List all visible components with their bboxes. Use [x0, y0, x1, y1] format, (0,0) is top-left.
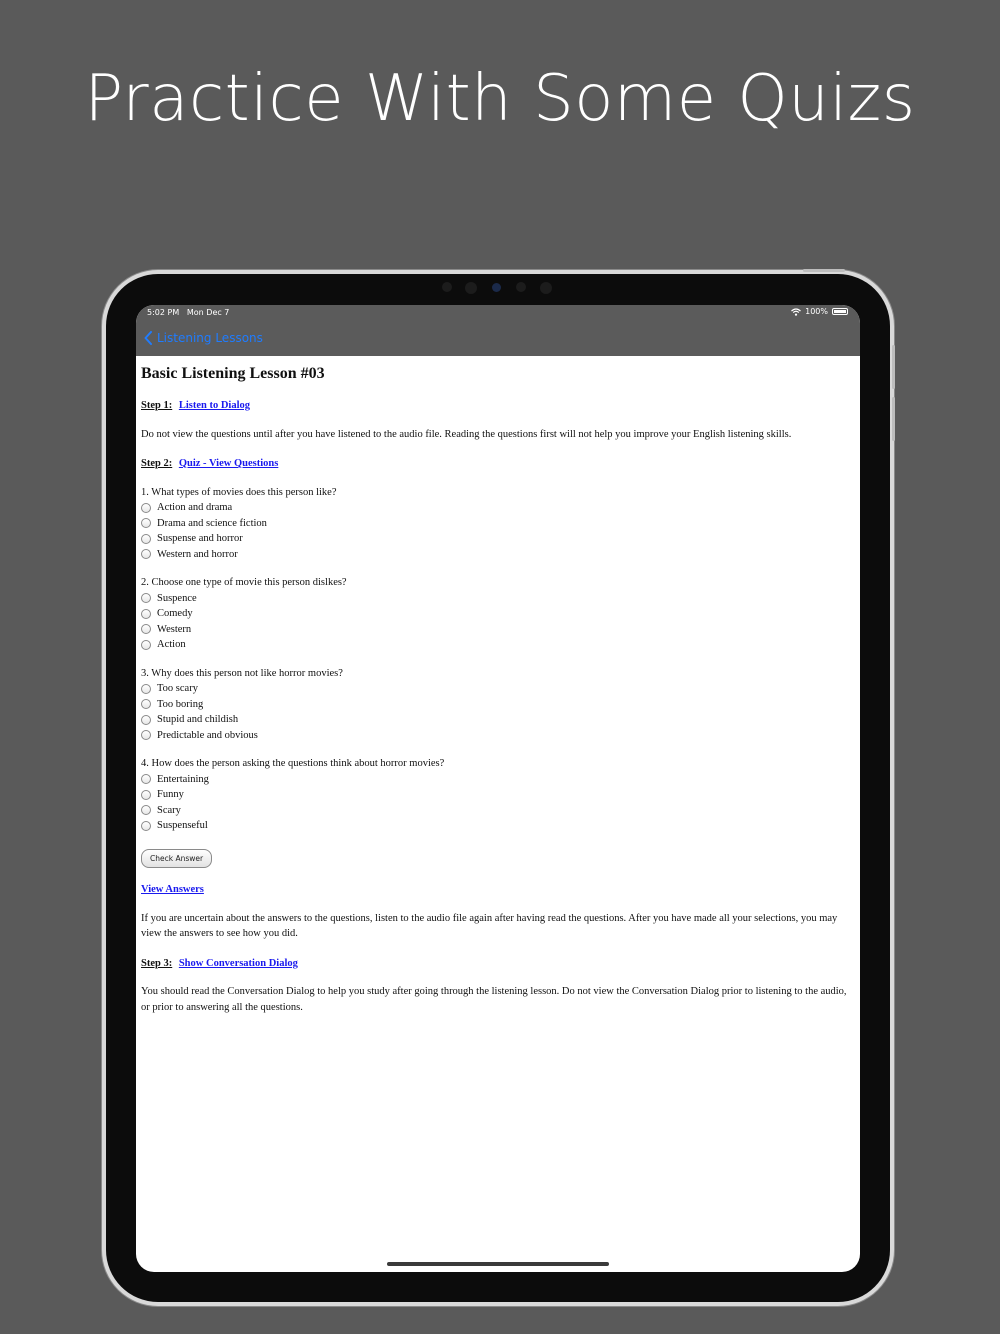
answer-option[interactable]	[141, 787, 853, 803]
radio-button[interactable]	[141, 518, 151, 528]
option-label: Too scary	[157, 683, 198, 694]
step-1-label: Step 1:	[141, 400, 173, 411]
view-answers-link[interactable]: View Answers	[141, 884, 204, 895]
question-text: 2. Choose one type of movie this person dislkes?	[141, 577, 347, 588]
radio-button[interactable]	[141, 609, 151, 619]
option-label: Stupid and childish	[157, 714, 239, 725]
answer-option[interactable]	[141, 500, 853, 516]
listen-to-dialog-link[interactable]: Listen to Dialog	[178, 400, 251, 411]
option-label: Western and horror	[157, 548, 238, 560]
question-4	[141, 756, 853, 834]
tablet-screen	[136, 305, 860, 1272]
check-answer-button[interactable]: Check Answer	[141, 849, 212, 869]
step-1-note: Do not view the questions until after you have listened to the audio file. Reading the questions first will not help you improve your English listening skills.	[141, 428, 792, 440]
volume-button	[803, 269, 845, 272]
option-label: Action	[157, 639, 186, 650]
status-bar-right	[791, 307, 848, 316]
radio-button[interactable]	[141, 503, 151, 513]
answer-option[interactable]	[141, 712, 853, 728]
promo-headline: Practice With Some Quizs	[84, 62, 916, 136]
view-answers	[141, 882, 853, 898]
show-conversation-dialog-link[interactable]: Show Conversation Dialog	[178, 957, 298, 969]
answer-option[interactable]	[141, 772, 853, 788]
answer-option[interactable]	[141, 803, 853, 819]
answer-option[interactable]	[141, 531, 853, 547]
lesson-content	[141, 356, 853, 1015]
answer-option[interactable]	[141, 728, 853, 744]
radio-button[interactable]	[141, 624, 151, 634]
wifi-icon	[791, 308, 801, 316]
answers-note: If you are uncertain about the answers to the questions, listen to the audio file again after having read the questions. After you have made all your selections, you may view the answers to see how you did.	[141, 912, 838, 939]
question-2	[141, 575, 853, 653]
battery-icon	[832, 308, 848, 315]
radio-button[interactable]	[141, 534, 151, 544]
sensor-icon	[516, 282, 526, 292]
question-text: 3. Why does this person not like horror movies?	[141, 667, 343, 679]
answer-option[interactable]	[141, 606, 853, 622]
step-3	[141, 956, 853, 972]
question-1	[141, 485, 853, 563]
answer-option[interactable]	[141, 516, 853, 532]
radio-button[interactable]	[141, 699, 151, 709]
navigation-bar	[136, 305, 860, 356]
radio-button[interactable]	[141, 640, 151, 650]
radio-button[interactable]	[141, 730, 151, 740]
radio-button[interactable]	[141, 684, 151, 694]
radio-button[interactable]	[141, 715, 151, 725]
radio-button[interactable]	[141, 805, 151, 815]
question-3	[141, 666, 853, 744]
option-label: Suspenseful	[157, 820, 208, 831]
answer-option[interactable]	[141, 681, 853, 697]
answer-option[interactable]	[141, 591, 853, 607]
step-3-label: Step 3:	[141, 957, 173, 969]
answer-option[interactable]	[141, 622, 853, 638]
option-label: Funny	[157, 789, 184, 800]
side-button-lower	[892, 397, 895, 441]
side-button-upper	[892, 345, 895, 389]
option-label: Suspence	[157, 592, 197, 604]
question-text: 4. How does the person asking the questions think about horror movies?	[141, 758, 445, 769]
option-label: Western	[157, 623, 192, 635]
radio-button[interactable]	[141, 774, 151, 784]
step-3-note: You should read the Conversation Dialog to help you study after going through the listening lesson. Do not view the Conversation Dialog prior to listening to the audio, or prior to answering all the questions.	[141, 986, 847, 1013]
sensor-icon	[540, 282, 552, 294]
option-label: Scary	[157, 804, 181, 816]
view-questions-link[interactable]: Quiz - View Questions	[178, 458, 279, 469]
option-label: Action and drama	[157, 502, 233, 513]
answer-option[interactable]	[141, 547, 853, 563]
option-label: Drama and science fiction	[157, 517, 267, 529]
step-2-label: Step 2:	[141, 458, 173, 469]
sensor-icon	[442, 282, 452, 292]
step-1	[141, 398, 853, 414]
page-title: Basic Listening Lesson #03	[141, 365, 325, 382]
answer-option[interactable]	[141, 818, 853, 834]
answer-option[interactable]	[141, 697, 853, 713]
step-2	[141, 456, 853, 472]
radio-button[interactable]	[141, 821, 151, 831]
back-button[interactable]	[144, 331, 263, 345]
home-indicator[interactable]	[387, 1262, 609, 1266]
radio-button[interactable]	[141, 790, 151, 800]
radio-button[interactable]	[141, 549, 151, 559]
option-label: Suspense and horror	[157, 533, 243, 544]
option-label: Entertaining	[157, 773, 209, 785]
answer-option[interactable]	[141, 637, 853, 653]
radio-button[interactable]	[141, 593, 151, 603]
back-button-label: Listening Lessons	[157, 331, 263, 345]
battery-percent: 100%	[805, 307, 828, 316]
camera-icon	[492, 283, 501, 292]
sensor-icon	[465, 282, 477, 294]
question-text: 1. What types of movies does this person like?	[141, 486, 337, 498]
chevron-left-icon	[144, 331, 152, 345]
option-label: Predictable and obvious	[157, 729, 258, 741]
option-label: Comedy	[157, 608, 193, 619]
status-bar-time: 5:02 PM Mon Dec 7	[147, 308, 230, 317]
option-label: Too boring	[157, 698, 204, 710]
